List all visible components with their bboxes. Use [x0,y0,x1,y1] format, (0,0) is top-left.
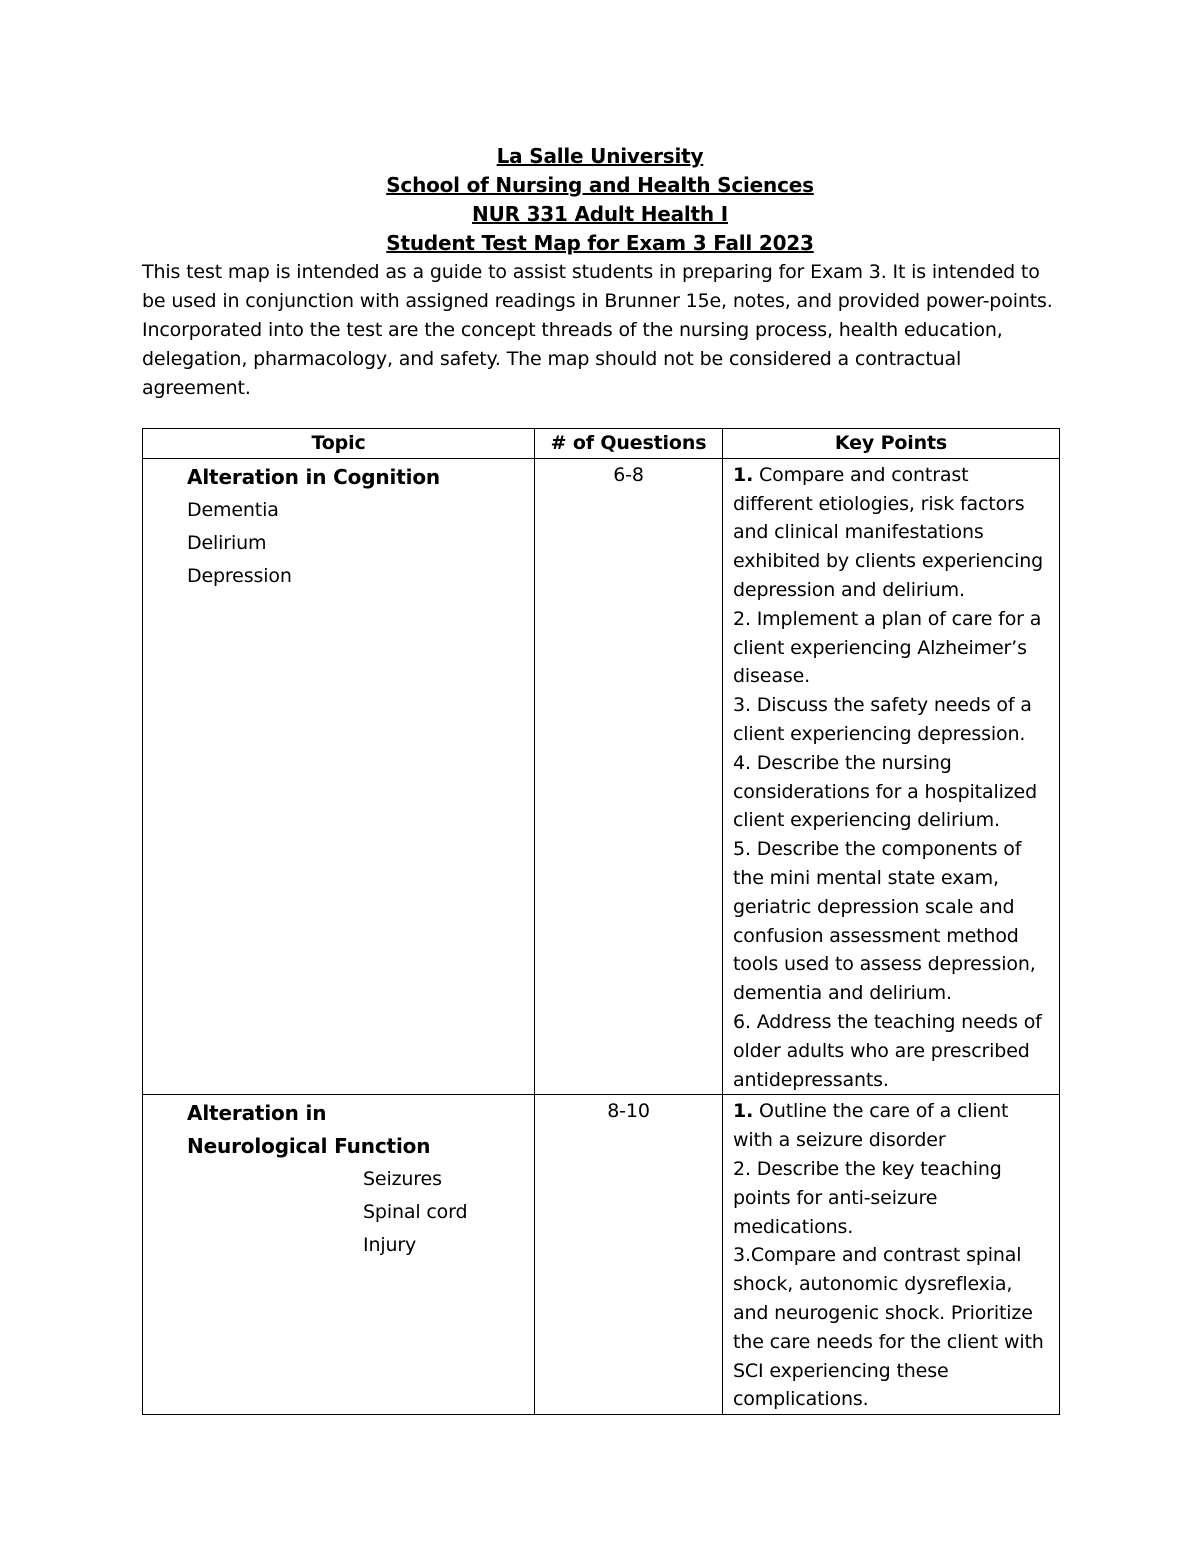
key-point-number: 2. [733,1157,751,1180]
topic-title: Alteration in Neurological Function [187,1101,431,1159]
key-point-item [733,1155,1051,1241]
subtopic-item: Injury [363,1234,417,1257]
column-header-key-points: Key Points [723,429,1060,459]
key-point-text: Discuss the safety needs of a client experiencing depression. [733,694,1032,745]
key-point-item [733,749,1051,835]
key-points-cell [723,458,1060,1095]
key-point-text: Describe the nursing considerations for a hospitalized client experiencing delirium. [733,751,1038,832]
subtopic-item: Spinal cord [363,1201,468,1224]
column-header-questions: # of Questions [535,429,723,459]
topic-cell [143,458,535,1095]
key-point-text: Compare and contrast different etiologies, risk factors and clinical manifestations exhibited by clients experiencing depression and delirium. [733,463,1044,601]
test-map-table [142,428,1060,1415]
topic-title: Alteration in Cognition [187,464,441,489]
subtopic-item: Depression [187,564,292,587]
intro-paragraph: This test map is intended as a guide to assist students in preparing for Exam 3. It is intended to be used in conjunction with assigned readings in Brunner 15e, notes, and provided power-points. Incorporated into the test are the concept threads of the nursing process, health education, delegation, pharmacology, and safety. The map should not be considered a contractual agreement. [142,261,1053,399]
key-point-text: Outline the care of a client with a seizure disorder [733,1100,1009,1152]
question-count-cell: 8-10 [535,1095,723,1415]
key-point-number: 1. [733,463,754,486]
column-header-topic: Topic [143,429,535,459]
table-row [143,458,1060,1095]
key-points-cell [723,1095,1060,1415]
key-point-item [733,835,1051,1008]
key-point-item [733,605,1051,691]
university-name: La Salle University [496,144,704,168]
school-name: School of Nursing and Health Sciences [386,173,814,197]
subtopic-item: Dementia [187,498,279,521]
key-point-number: 2. [733,607,751,630]
document-heading [140,142,1060,258]
topic-cell [143,1095,535,1415]
key-point-number: 3. [733,694,751,717]
subtopic-item: Seizures [363,1168,442,1191]
key-point-text: Compare and contrast spinal shock, autonomic dysreflexia, and neurogenic shock. Prioritize the care needs for the client with SCI experiencing these complications. [733,1244,1044,1411]
table-header-row [143,429,1060,459]
key-point-number: 1. [733,1100,754,1123]
subtopic-item: Delirium [187,531,267,554]
key-point-number: 6. [733,1010,751,1033]
key-point-number: 3. [733,1244,751,1267]
key-point-text: Address the teaching needs of older adults who are prescribed antidepressants. [733,1010,1042,1091]
question-count-cell: 6-8 [535,458,723,1095]
key-point-item [733,1008,1051,1094]
key-point-item [733,461,1051,605]
key-point-item [733,1241,1051,1414]
key-point-number: 5. [733,838,751,861]
key-point-text: Implement a plan of care for a client experiencing Alzheimer’s disease. [733,607,1042,688]
table-row [143,1095,1060,1415]
key-point-text: Describe the components of the mini mental state exam, geriatric depression scale and confusion assessment method tools used to assess depression, dementia and delirium. [733,838,1036,1005]
key-point-item [733,1097,1051,1155]
key-point-number: 4. [733,751,751,774]
key-point-text: Describe the key teaching points for anti-seizure medications. [733,1157,1002,1238]
key-point-item [733,691,1051,749]
document-title: Student Test Map for Exam 3 Fall 2023 [386,231,814,255]
course-name: NUR 331 Adult Health I [472,202,728,226]
